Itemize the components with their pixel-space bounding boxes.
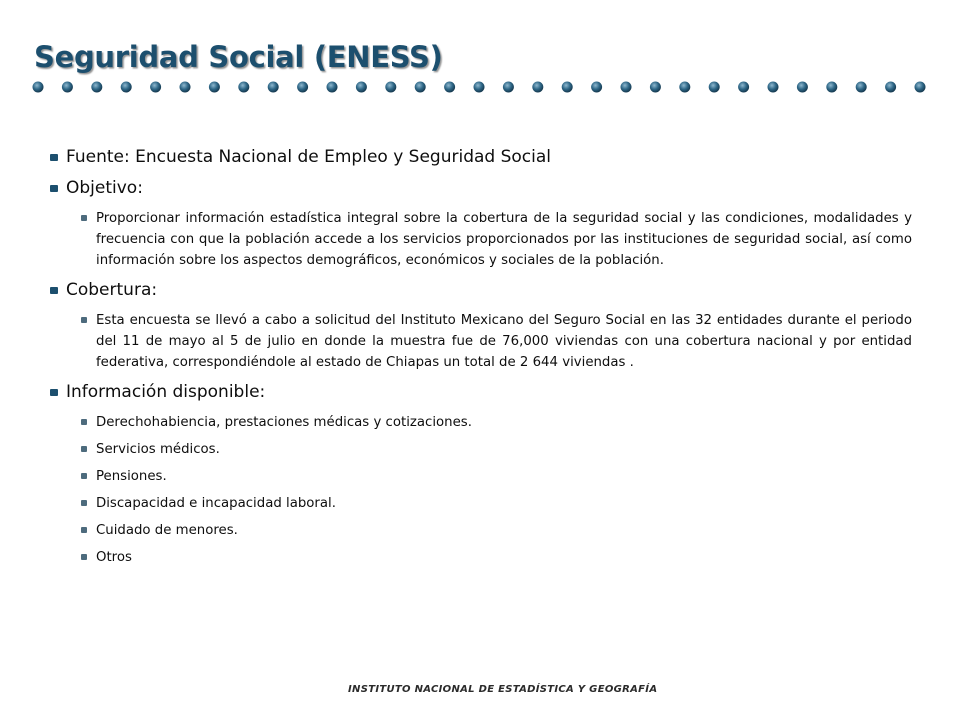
decorative-dot bbox=[121, 82, 132, 93]
bullet-fuente bbox=[50, 146, 912, 168]
decorative-dot bbox=[238, 82, 249, 93]
decorative-dot bbox=[503, 82, 514, 93]
decorative-dot bbox=[209, 82, 220, 93]
informacion-item-text: Derechohabiencia, prestaciones médicas y cotizaciones. bbox=[96, 415, 472, 430]
informacion-item-text: Pensiones. bbox=[96, 469, 167, 484]
bullet-objetivo bbox=[50, 177, 912, 199]
informacion-item bbox=[50, 520, 912, 541]
informacion-item bbox=[50, 547, 912, 568]
decorative-dot bbox=[297, 82, 308, 93]
decorative-dot bbox=[650, 82, 661, 93]
decorative-dot bbox=[532, 82, 543, 93]
decorative-dot bbox=[150, 82, 161, 93]
informacion-item-text: Cuidado de menores. bbox=[96, 523, 238, 538]
bullet-cobertura bbox=[50, 279, 912, 301]
bullet-informacion bbox=[50, 381, 912, 403]
decorative-dot bbox=[621, 82, 632, 93]
decorative-dot bbox=[562, 82, 573, 93]
decorative-dot bbox=[915, 82, 926, 93]
decorative-dot bbox=[738, 82, 749, 93]
decorative-dot bbox=[180, 82, 191, 93]
decorative-dot bbox=[33, 82, 44, 93]
cobertura-heading: Cobertura: bbox=[66, 280, 158, 300]
informacion-item-text: Discapacidad e incapacidad laboral. bbox=[96, 496, 336, 511]
informacion-item bbox=[50, 466, 912, 487]
decorative-dot-row bbox=[30, 79, 940, 95]
content-area bbox=[50, 146, 912, 574]
decorative-dot bbox=[885, 82, 896, 93]
decorative-dot bbox=[679, 82, 690, 93]
decorative-dot bbox=[709, 82, 720, 93]
decorative-dot bbox=[591, 82, 602, 93]
decorative-dot bbox=[797, 82, 808, 93]
informacion-item-text: Otros bbox=[96, 550, 132, 565]
cobertura-detail bbox=[50, 310, 912, 373]
informacion-item bbox=[50, 412, 912, 433]
decorative-dot bbox=[768, 82, 779, 93]
decorative-dot bbox=[856, 82, 867, 93]
decorative-dot bbox=[327, 82, 338, 93]
decorative-dot bbox=[385, 82, 396, 93]
fuente-text: Fuente: Encuesta Nacional de Empleo y Seguridad Social bbox=[66, 147, 552, 167]
objetivo-detail bbox=[50, 208, 912, 271]
decorative-dot bbox=[444, 82, 455, 93]
objetivo-text: Proporcionar información estadística integral sobre la cobertura de la seguridad social y las condiciones, modalidades y frecuencia con que la población accede a los servicios proporcionados por las instituciones de seguridad social, así como información sobre los aspectos demográficos, económicos y sociales de la población. bbox=[96, 211, 912, 268]
objetivo-heading: Objetivo: bbox=[66, 178, 143, 198]
institution-footer: INSTITUTO NACIONAL DE ESTADÍSTICA Y GEOGRAFÍA bbox=[348, 684, 658, 695]
decorative-dot bbox=[268, 82, 279, 93]
informacion-item-text: Servicios médicos. bbox=[96, 442, 220, 457]
informacion-heading: Información disponible: bbox=[66, 382, 266, 402]
decorative-dot bbox=[91, 82, 102, 93]
slide-title: Seguridad Social (ENESS) bbox=[34, 40, 443, 74]
cobertura-text: Esta encuesta se llevó a cabo a solicitud del Instituto Mexicano del Seguro Social en las 32 entidades durante el periodo del 11 de mayo al 5 de julio en donde la muestra fue de 76,000 viviendas con una cobertura nacional y por entidad federativa, correspondiéndole al estado de Chiapas un total de 2 644 viviendas . bbox=[96, 313, 912, 370]
decorative-dot bbox=[62, 82, 73, 93]
decorative-dot bbox=[356, 82, 367, 93]
decorative-dot bbox=[474, 82, 485, 93]
decorative-dot bbox=[415, 82, 426, 93]
informacion-item bbox=[50, 493, 912, 514]
decorative-dot bbox=[826, 82, 837, 93]
informacion-item bbox=[50, 439, 912, 460]
